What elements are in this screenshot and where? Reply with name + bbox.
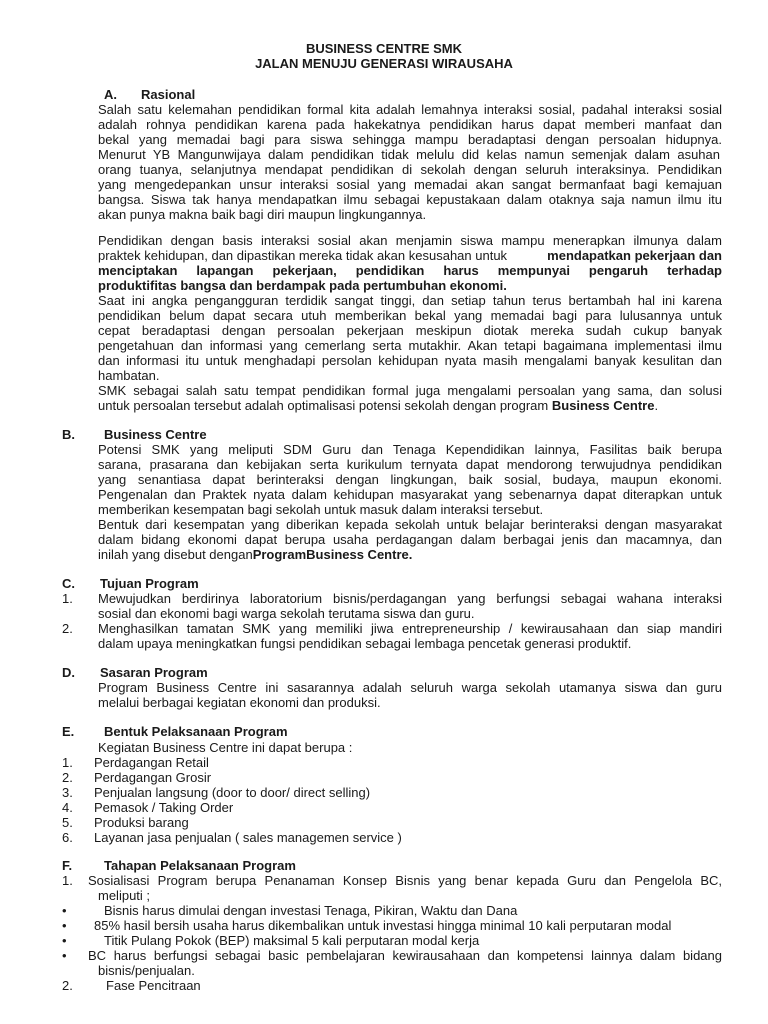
- section-b-line: [98, 548, 412, 563]
- section-b-line: Pengenalan dan Praktek nyata dalam kehidupan masyarakat yang sebenarnya dapat diterapkan untuk: [98, 487, 722, 502]
- section-a-p4-text: untuk persoalan tersebut adalah optimalisasi potensi sekolah dengan program: [98, 398, 552, 413]
- section-c-item-num: 1.: [62, 591, 73, 606]
- section-b-line: yang senantiasa dapat berinteraksi dengan lingkungan, baik sosial, budaya, maupun ekonomi.: [98, 472, 722, 487]
- section-f-item-line: Fase Pencitraan: [106, 978, 201, 993]
- section-e-item-num: 6.: [62, 830, 73, 845]
- section-f-bullet: 85% hasil bersih usaha harus dikembalikan untuk investasi hingga minimal 10 kali perputaran modal: [94, 918, 672, 933]
- section-f-item-num: 1.: [62, 873, 73, 888]
- document-subtitle: JALAN MENUJU GENERASI WIRAUSAHA: [255, 56, 513, 71]
- section-a-line: yang mengedepankan unsur interaksi sosial yang memadai akan sangat bermanfaat bagi kemajuan: [98, 177, 722, 192]
- bullet-icon: •: [62, 903, 67, 918]
- section-a-p3-line: dan informasi itu untuk menghadapi persolan kehidupan nyata masih mengalami banyak kesulitan dan: [98, 353, 722, 368]
- section-f-bullet: bisnis/penjualan.: [98, 963, 195, 978]
- section-a-p3-line: pengetahuan dan informasi yang cemerlang serta mutakhir. Akan tetapi bagaimana implementasi ilmu: [98, 338, 722, 353]
- section-c-item-line: Menghasilkan tamatan SMK yang memiliki jiwa entrepreneurship / kewirausahaan dan siap mandiri: [98, 621, 722, 636]
- section-e-item: Perdagangan Grosir: [94, 770, 212, 785]
- section-e-item: Penjualan langsung (door to door/ direct selling): [94, 785, 371, 800]
- section-b-line: Potensi SMK yang meliputi SDM Guru dan Tenaga Kependidikan lainnya, Fasilitas baik berupa: [98, 442, 722, 457]
- section-e-intro: Kegiatan Business Centre ini dapat berupa :: [98, 740, 353, 755]
- bullet-icon: •: [62, 918, 67, 933]
- section-a-p2-text: praktek kehidupan, dan dipastikan mereka tidak akan kesusahan untuk: [98, 248, 508, 263]
- bullet-icon: •: [62, 933, 67, 948]
- section-b-last-text: inilah yang disebut dengan: [98, 547, 253, 562]
- section-f-bullet: Titik Pulang Pokok (BEP) maksimal 5 kali perputaran modal kerja: [104, 933, 480, 948]
- section-a-line: Salah satu kelemahan pendidikan formal kita adalah lemahnya interaksi sosial, padahal interaksi sosial: [98, 102, 722, 117]
- section-a-p3-line: hambatan.: [98, 368, 160, 383]
- section-a-p2-bold-line: menciptakan lapangan pekerjaan, pendidikan harus mempunyai pengaruh terhadap: [98, 263, 722, 278]
- section-d-heading: Sasaran Program: [100, 665, 208, 680]
- section-a-line: akan punya makna baik bagi diri maupun lingkungannya.: [98, 207, 427, 222]
- section-b-line: sarana, prasarana dan kebijakan serta kurikulum ternyata dapat mendorong terwujudnya pendidikan: [98, 457, 722, 472]
- document-title: BUSINESS CENTRE SMK: [305, 41, 463, 56]
- section-b-line: dalam bidang ekonomi dapat berupa usaha perdagangan dalam berbagai jenis dan macamnya, dan: [98, 532, 722, 547]
- section-e-heading: Bentuk Pelaksanaan Program: [104, 724, 288, 739]
- section-a-line: orang tuanya, selanjutnya mendapat pendidikan di sekolah dengan seluruh interaksinya. Pendidikan: [98, 162, 722, 177]
- section-e-item: Layanan jasa penjualan ( sales managemen service ): [94, 830, 402, 845]
- section-d-line: Program Business Centre ini sasarannya adalah seluruh warga sekolah utamanya siswa dan guru: [98, 680, 722, 695]
- section-f-bullet: BC harus berfungsi sebagai basic pembelajaran kewirausahaan dan kompetensi lainnya dalam bidang: [88, 948, 722, 963]
- section-a-p4-line: SMK sebagai salah satu tempat pendidikan formal juga mengalami persoalan yang sama, dan solusi: [98, 383, 722, 398]
- section-e-item: Pemasok / Taking Order: [94, 800, 234, 815]
- section-d-line: melalui berbagai kegiatan ekonomi dan produksi.: [98, 695, 381, 710]
- section-b-line: memberikan kesempatan bagi sekolah untuk masuk dalam interaksi tersebut.: [98, 502, 544, 517]
- section-c-item-line: dalam upaya meningkatkan fungsi pendidikan sebagai lembaga pencetak generasi produktif.: [98, 636, 632, 651]
- section-b-letter: B.: [62, 427, 75, 442]
- section-b-line: Bentuk dari kesempatan yang diberikan kepada sekolah untuk belajar berinteraksi dengan masyarakat: [98, 517, 722, 532]
- section-a-p4-period: .: [654, 398, 659, 413]
- section-a-p2-bold-line: produktifitas bangsa dan berdampak pada pertumbuhan ekonomi.: [98, 278, 507, 293]
- section-a-line: Menurut YB Mangunwijaya dalam pendidikan tidak melulu did kelas namun semenjak dalam asuhan: [98, 147, 720, 162]
- section-c-item-line: Mewujudkan berdirinya laboratorium bisnis/perdagangan yang berfungsi sebagai wahana interaksi: [98, 591, 722, 606]
- section-a-heading: Rasional: [141, 87, 196, 102]
- section-e-item: Perdagangan Retail: [94, 755, 209, 770]
- section-f-item-num: 2.: [62, 978, 73, 993]
- section-b-last-bold: ProgramBusiness Centre.: [252, 547, 413, 562]
- section-e-item-num: 1.: [62, 755, 73, 770]
- section-a-p2-line: Pendidikan dengan basis interaksi sosial akan menjamin siswa mampu menerapkan ilmunya dalam: [98, 233, 722, 248]
- section-a-line: bekal yang memadai bagi para siswa sehingga mampu beradaptasi dengan persoalan hidupnya.: [98, 132, 722, 147]
- section-e-item: Produksi barang: [94, 815, 189, 830]
- section-e-letter: E.: [62, 724, 75, 739]
- section-e-item-num: 4.: [62, 800, 73, 815]
- section-b-heading: Business Centre: [104, 427, 207, 442]
- bullet-icon: •: [62, 948, 67, 963]
- section-f-heading: Tahapan Pelaksanaan Program: [104, 858, 296, 873]
- section-f-letter: F.: [62, 858, 73, 873]
- section-a-line: bangsa. Siswa tak hanya mendapatkan ilmu sebagai kepustakaan dalam otaknya saja namun ilmu itu: [98, 192, 722, 207]
- section-a-letter: A.: [104, 87, 117, 102]
- section-a-p2-bold: mendapatkan pekerjaan dan: [547, 248, 722, 263]
- section-c-item-num: 2.: [62, 621, 73, 636]
- section-f-item-line: Sosialisasi Program berupa Penanaman Konsep Bisnis yang benar kepada Guru dan Pengelola BC,: [88, 873, 722, 888]
- section-a-p4-bold: Business Centre: [551, 398, 655, 413]
- section-c-item-line: sosial dan ekonomi bagi warga sekolah terutama siswa dan guru.: [98, 606, 475, 621]
- section-a-p3-line: cepat beradaptasi dengan persoalan pekerjaan meskipun diotak mereka sudah cukup banyak: [98, 323, 722, 338]
- section-f-bullet: Bisnis harus dimulai dengan investasi Tenaga, Pikiran, Waktu dan Dana: [104, 903, 518, 918]
- section-a-p3-line: pendidikan belum dapat secara utuh memberikan bekal yang memadai bagi para lulusannya untuk: [98, 308, 722, 323]
- section-a-line: adalah rohnya pendidikan karena pada hakekatnya pendidikan harus dapat memberi manfaat dan: [98, 117, 722, 132]
- section-d-letter: D.: [62, 665, 75, 680]
- section-e-item-num: 2.: [62, 770, 73, 785]
- section-f-item-line: meliputi ;: [98, 888, 151, 903]
- section-a-p4-line: [98, 399, 658, 414]
- section-a-p3-line: Saat ini angka pengangguran terdidik sangat tinggi, dan setiap tahun terus bertambah hal ini karena: [98, 293, 722, 308]
- section-e-item-num: 5.: [62, 815, 73, 830]
- section-c-heading: Tujuan Program: [100, 576, 199, 591]
- section-a-p2-line: [98, 249, 722, 264]
- section-e-item-num: 3.: [62, 785, 73, 800]
- section-c-letter: C.: [62, 576, 75, 591]
